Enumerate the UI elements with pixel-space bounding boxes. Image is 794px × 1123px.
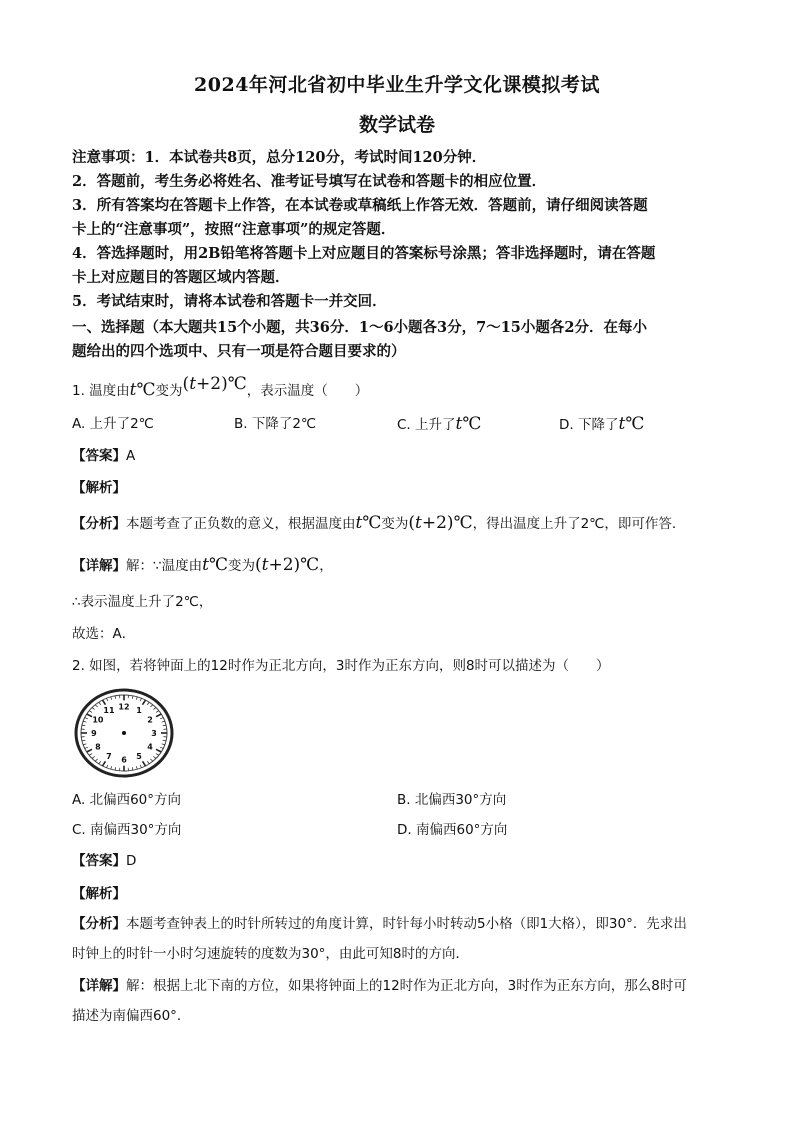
clock-numeral: 12 — [118, 702, 130, 712]
notes-label: 注意事项： — [72, 149, 145, 166]
q1-analysis-tag: 【解析】 — [72, 480, 126, 496]
q1-conclusion: ∴表示温度上升了2℃， — [72, 594, 213, 610]
clock-numeral: 11 — [103, 705, 115, 715]
clock-numeral: 6 — [121, 755, 127, 765]
notes-item-3: 3．所有答案均在答题卡上作答，在本试卷或草稿纸上作答无效．答题前，请仔细阅读答题 — [72, 197, 648, 214]
q2-fenxi-line-1: 【分析】本题考查钟表上的时针所转过的角度计算，时针每小时转动5小格（即1大格），即30°．先求出 — [72, 916, 687, 932]
q2-analysis-tag: 【解析】 — [72, 886, 126, 902]
section-header-line-2: 题给出的四个选项中、只有一项是符合题目要求的） — [72, 343, 406, 360]
notes-item-2: 2．答题前，考生务必将姓名、准考证号填写在试卷和答题卡的相应位置． — [72, 173, 547, 190]
clock-numeral: 4 — [147, 742, 153, 752]
section-header-line-1: 一、选择题（本大题共15个小题，共36分．1～6小题各3分，7～15小题各2分．在每小 — [72, 319, 647, 336]
notes-item-1: 注意事项：1．本试卷共8页，总分120分，考试时间120分钟． — [72, 149, 487, 166]
q2-stem: 2. 如图，若将钟面上的12时作为正北方向，3时作为正东方向，则8时可以描述为（ ） — [72, 658, 610, 674]
q1-option-c: C. 上升了t℃ — [397, 414, 482, 434]
exam-title: 2024年河北省初中毕业生升学文化课模拟考试 — [194, 74, 600, 96]
notes-item-4: 4．答选择题时，用2B铅笔将答题卡上对应题目的答案标号涂黑；答非选择题时，请在答题 — [72, 245, 656, 262]
clock-figure — [74, 688, 174, 778]
q2-answer: 【答案】D — [72, 853, 137, 869]
q2-option-c: C. 南偏西30°方向 — [72, 822, 182, 838]
notes-item-3-cont: 卡上的“注意事项”，按照“注意事项”的规定答题． — [72, 221, 396, 238]
exam-subtitle: 数学试卷 — [358, 114, 435, 136]
q2-detail-line-1: 【详解】解：根据上北下南的方位，如果将钟面上的12时作为正北方向，3时作为正东方向，那么8时可 — [72, 978, 687, 994]
clock-numeral: 9 — [91, 729, 97, 738]
notes-item-5: 5．考试结束时，请将本试卷和答题卡一并交回． — [72, 293, 387, 310]
clock-numeral: 2 — [147, 715, 153, 725]
q2-fenxi-line-2: 时钟上的时针一小时匀速旋转的度数为30°，由此可知8时的方向． — [72, 946, 470, 962]
q1-option-b: B. 下降了2℃ — [234, 416, 317, 432]
clock-numeral: 5 — [136, 752, 142, 762]
q1-detail: 【详解】解：∵温度由t℃变为(t+2)℃， — [72, 555, 333, 575]
q1-answer: 【答案】A — [72, 448, 136, 464]
clock-numeral: 8 — [95, 742, 101, 752]
clock-numeral: 10 — [92, 715, 104, 725]
q1-stem: 1. 温度由t℃变为(t+2)℃，表示温度（ ） — [72, 374, 369, 400]
clock-numeral: 1 — [136, 705, 142, 715]
clock-face-icon — [74, 688, 174, 778]
notes-item-4-cont: 卡上对应题目的答题区域内答题． — [72, 269, 290, 286]
q1-option-d: D. 下降了t℃ — [559, 414, 645, 434]
q1-option-a: A. 上升了2℃ — [72, 416, 154, 432]
clock-numeral: 3 — [151, 729, 157, 738]
q1-fenxi: 【分析】本题考查了正负数的意义，根据温度由t℃变为(t+2)℃，得出温度上升了2℃，即可作答． — [72, 513, 686, 533]
q2-detail-line-2: 描述为南偏西60°． — [72, 1008, 191, 1024]
q2-option-b: B. 北偏西30°方向 — [397, 792, 507, 808]
q2-option-a: A. 北偏西60°方向 — [72, 792, 182, 808]
q2-option-d: D. 南偏西60°方向 — [397, 822, 508, 838]
q1-choice: 故选：A． — [72, 626, 136, 642]
clock-numeral: 7 — [106, 752, 112, 762]
